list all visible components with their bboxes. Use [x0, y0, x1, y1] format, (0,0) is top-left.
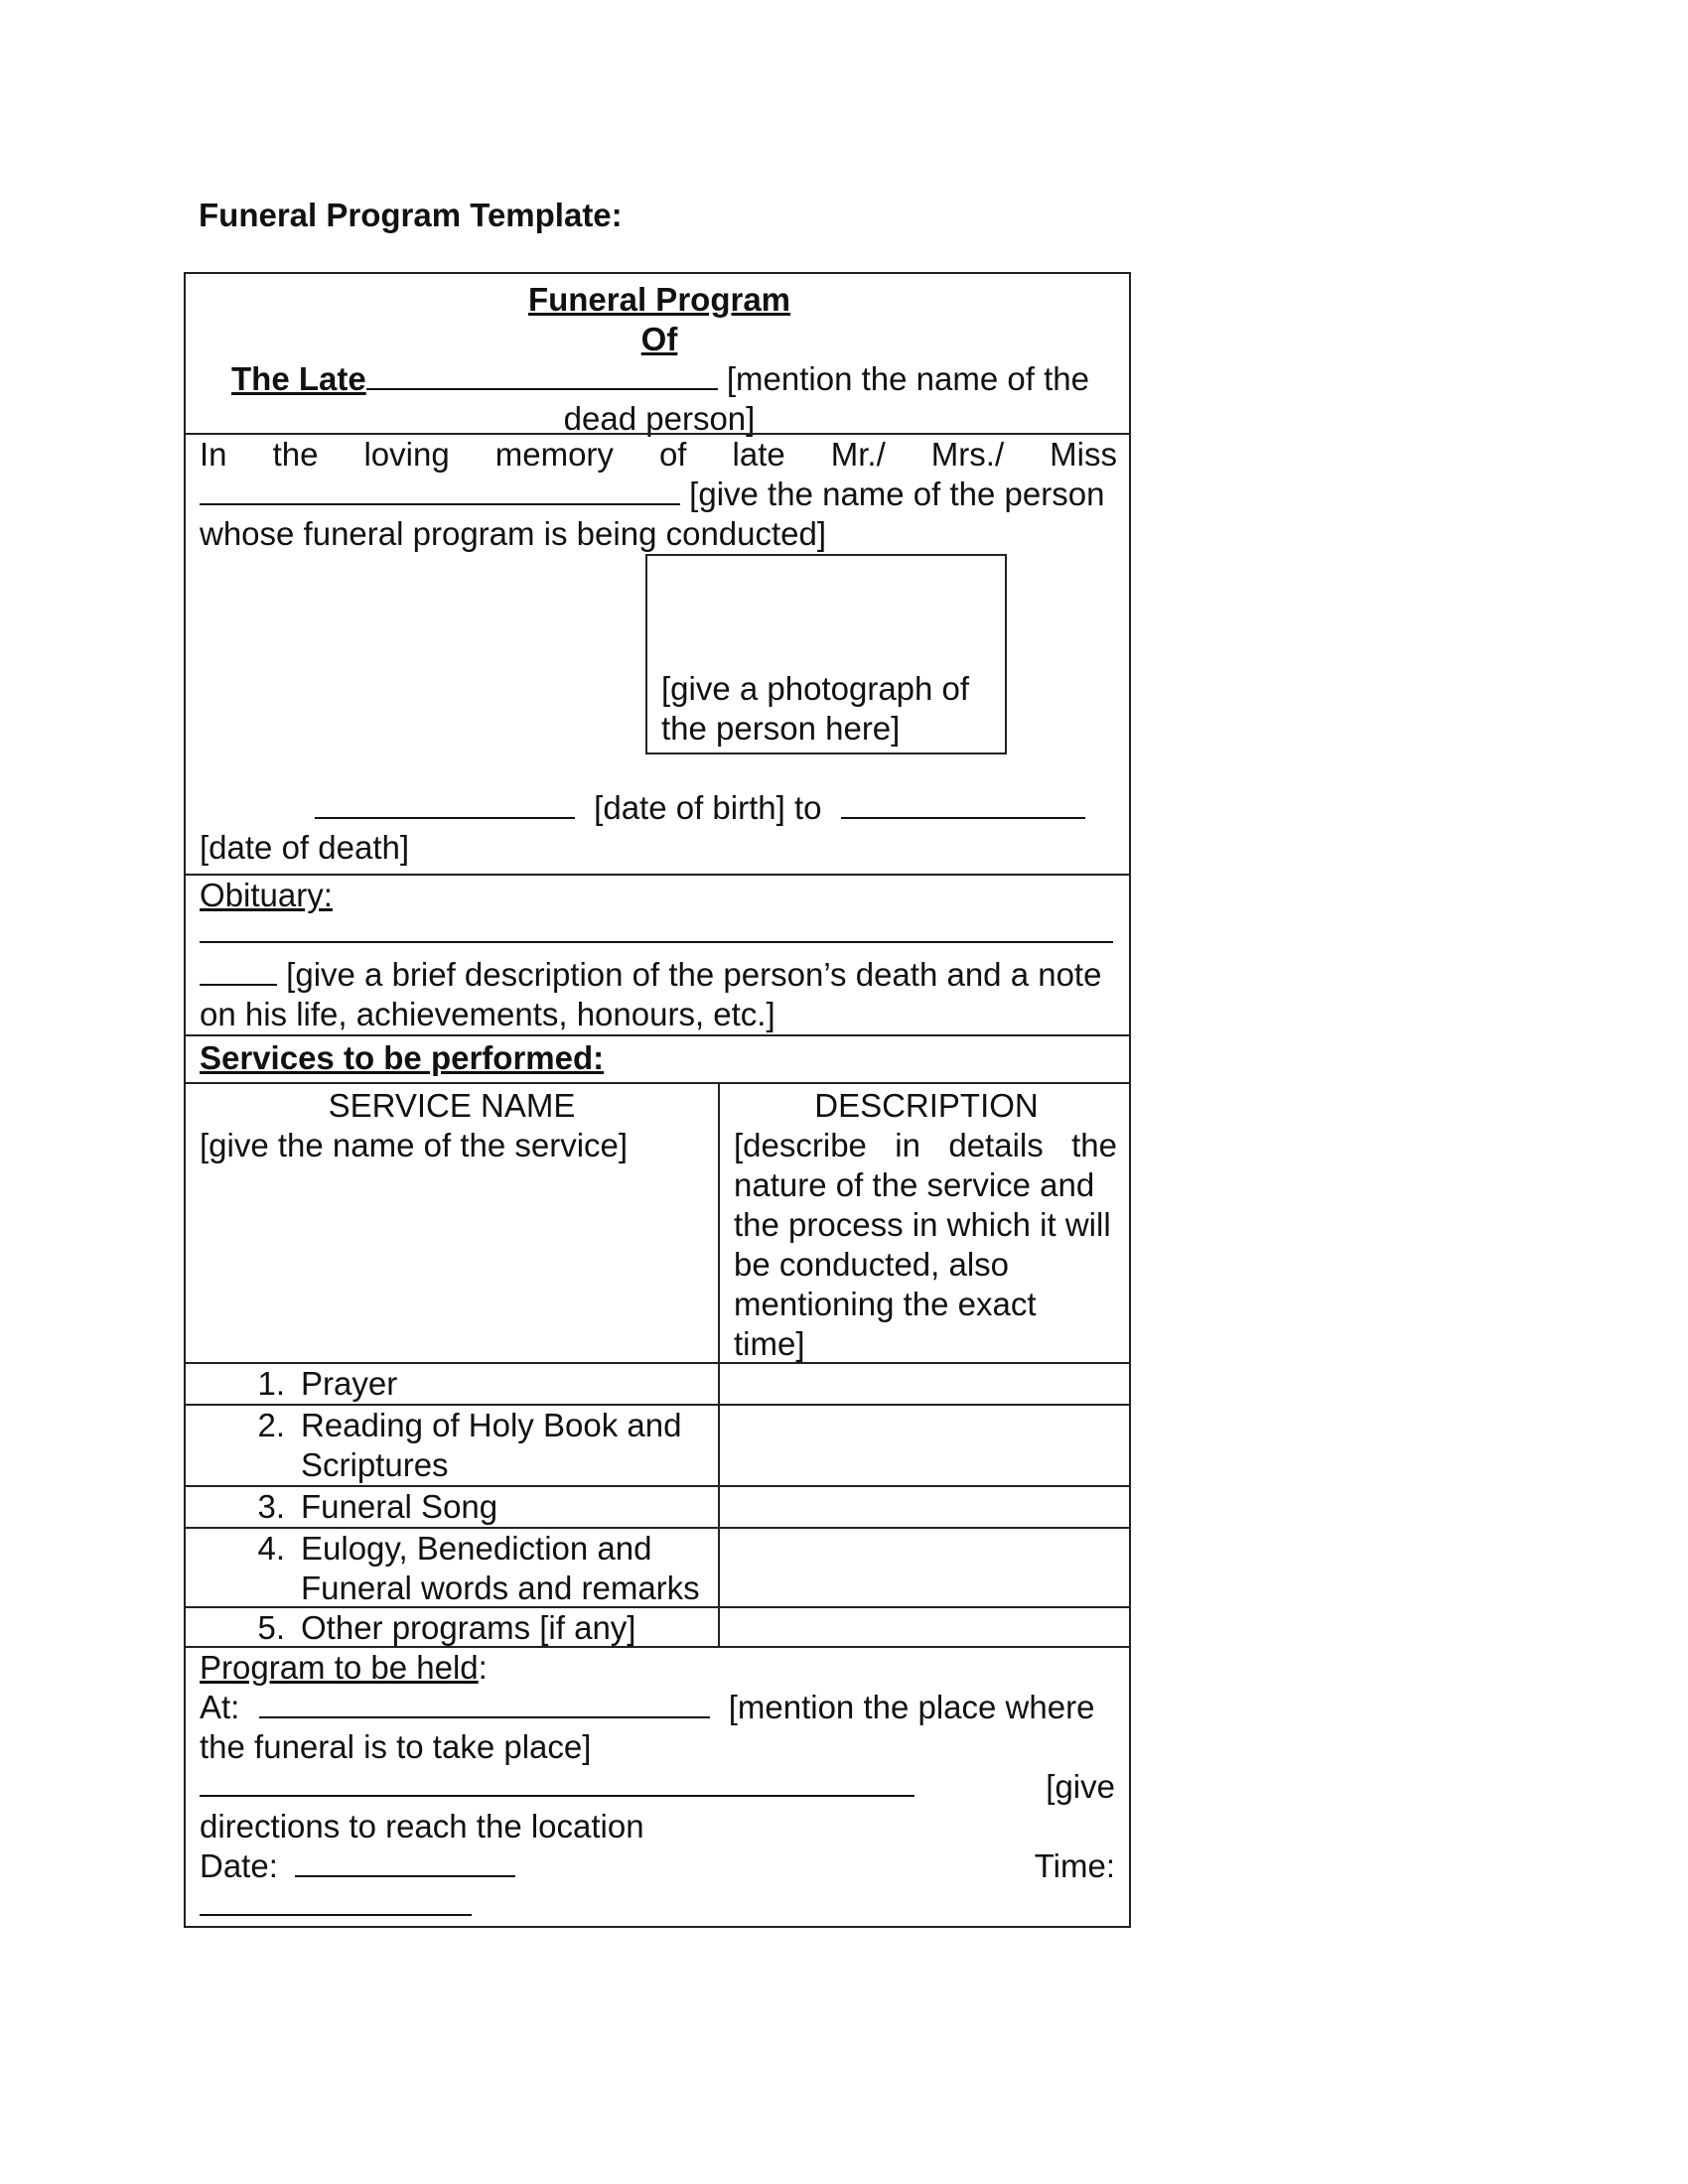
- description-hint-line: mentioning the exact: [734, 1286, 1037, 1322]
- photo-placeholder[interactable]: [645, 554, 1007, 754]
- obituary-hint: [give a brief description of the person’s death and a note: [286, 956, 1102, 993]
- table-column-divider: [718, 1082, 720, 1646]
- late-label: The Late: [231, 360, 366, 397]
- description-hint-line: nature of the service and: [734, 1166, 1095, 1203]
- at-label: At:: [200, 1689, 240, 1725]
- obituary-hint-cont: on his life, achievements, honours, etc.]: [200, 996, 775, 1032]
- dob-blank[interactable]: [315, 791, 575, 819]
- document-heading: Funeral Program Template:: [199, 197, 623, 233]
- obituary-label: Obituary:: [200, 877, 333, 913]
- memory-hint-cont: whose funeral program is being conducted]: [200, 515, 827, 552]
- description-hint-line: time]: [734, 1325, 805, 1362]
- at-hint: [mention the place where: [728, 1689, 1095, 1725]
- name-blank[interactable]: [366, 362, 718, 390]
- description-header: DESCRIPTION: [814, 1087, 1039, 1124]
- service-row: 5. Other programs [if any]: [257, 1609, 636, 1646]
- memory-word: memory: [494, 436, 614, 473]
- photo-hint: [give a photograph of: [661, 670, 970, 707]
- time-blank[interactable]: [200, 1888, 472, 1916]
- time-label: Time:: [1034, 1847, 1115, 1884]
- photo-hint-cont: the person here]: [661, 710, 901, 747]
- give-hint: [give: [1046, 1768, 1115, 1805]
- memory-line: [200, 435, 1117, 475]
- date-blank[interactable]: [295, 1849, 515, 1877]
- memory-word: Mrs./: [930, 436, 1005, 473]
- obituary-blank-short[interactable]: [200, 958, 277, 986]
- service-name-hint: [give the name of the service]: [200, 1127, 629, 1163]
- memory-word: Miss: [1050, 436, 1117, 473]
- late-line: [231, 359, 1089, 399]
- description-hint-line: be conducted, also: [734, 1246, 1010, 1283]
- obituary-blank[interactable]: [200, 915, 1113, 943]
- obituary-section: [186, 876, 1129, 1034]
- memory-word: In: [200, 436, 227, 473]
- place-blank[interactable]: [259, 1691, 710, 1718]
- late-hint-cont: dead person]: [563, 400, 756, 437]
- date-label: Date:: [200, 1847, 278, 1884]
- memory-word: loving: [363, 436, 450, 473]
- person-name-blank[interactable]: [200, 478, 680, 505]
- divider: [186, 1034, 1129, 1036]
- memory-word: of: [658, 436, 687, 473]
- service-row-cont: Scriptures: [301, 1446, 449, 1483]
- form-title-of: Of: [640, 321, 678, 357]
- program-form: [184, 272, 1131, 1928]
- memory-hint-line: [200, 475, 1104, 514]
- at-line: [200, 1688, 1094, 1727]
- service-row: 3. Funeral Song: [257, 1488, 498, 1525]
- date-line: [200, 1846, 515, 1886]
- service-name-header: SERVICE NAME: [328, 1087, 576, 1124]
- dob-line: [315, 788, 1085, 828]
- services-label: Services to be performed:: [200, 1039, 605, 1076]
- memory-section: [186, 435, 1129, 872]
- late-hint: [mention the name of the: [726, 360, 1089, 397]
- directions-blank[interactable]: [200, 1769, 914, 1797]
- service-row: 4. Eulogy, Benediction and: [257, 1530, 652, 1567]
- dob-hint: [date of birth] to: [594, 789, 822, 826]
- directions-hint: directions to reach the location: [200, 1808, 644, 1844]
- service-row: 1. Prayer: [257, 1365, 398, 1402]
- description-hint-line: the process in which it will: [734, 1206, 1111, 1243]
- program-label: Program to be held: [200, 1649, 479, 1686]
- form-title: Funeral Program: [527, 281, 791, 318]
- program-label-line: Program to be held:: [200, 1649, 488, 1686]
- divider: [186, 1082, 1129, 1084]
- header-section: [186, 274, 1129, 437]
- memory-word: Mr./: [830, 436, 886, 473]
- memory-word: the: [272, 436, 319, 473]
- obituary-hint-line: [200, 955, 1101, 995]
- description-hint-line: [describe in details the: [734, 1127, 1117, 1163]
- service-row: 2. Reading of Holy Book and: [257, 1407, 682, 1443]
- dod-hint: [date of death]: [200, 829, 410, 866]
- at-hint-cont: the funeral is to take place]: [200, 1728, 592, 1765]
- dod-blank[interactable]: [841, 791, 1085, 819]
- memory-word: late: [732, 436, 785, 473]
- service-row-cont: Funeral words and remarks: [301, 1570, 700, 1606]
- memory-hint: [give the name of the person: [689, 476, 1105, 512]
